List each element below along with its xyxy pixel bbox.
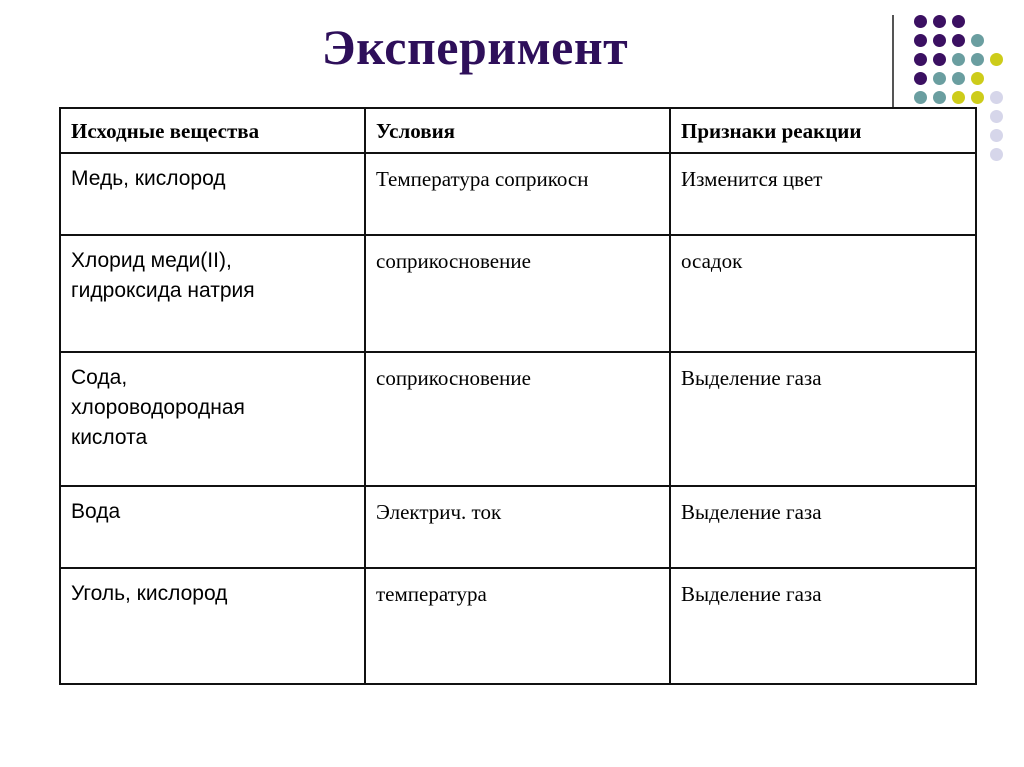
- cell-substances-text: Сода, хлороводородная кислота: [71, 366, 245, 449]
- cell-substances: Медь, кислород: [60, 153, 365, 235]
- cell-conditions: Температура соприкосн: [365, 153, 670, 235]
- decorative-dot: [933, 34, 946, 47]
- decorative-dot: [952, 72, 965, 85]
- decorative-divider-line: [892, 15, 894, 108]
- decorative-dot: [914, 34, 927, 47]
- cell-substances-text: Хлорид меди(II), гидроксида натрия: [71, 249, 255, 302]
- table-row: [60, 568, 976, 684]
- decorative-dot: [990, 53, 1003, 66]
- cell-substances: [60, 352, 365, 486]
- table-header-row: [60, 108, 976, 153]
- header-conditions: Условия: [365, 108, 670, 153]
- decorative-dot: [952, 53, 965, 66]
- decorative-dot: [952, 15, 965, 28]
- cell-signs: Выделение газа: [670, 352, 976, 486]
- decorative-dot: [933, 53, 946, 66]
- decorative-dot: [914, 15, 927, 28]
- decorative-dot: [933, 72, 946, 85]
- decorative-dot: [914, 53, 927, 66]
- cell-signs: Изменится цвет: [670, 153, 976, 235]
- decorative-dot: [971, 91, 984, 104]
- decorative-dot: [952, 91, 965, 104]
- cell-signs: осадок: [670, 235, 976, 352]
- table-row: [60, 352, 976, 486]
- table-row: [60, 153, 976, 235]
- decorative-dot: [990, 129, 1003, 142]
- decorative-dot: [971, 34, 984, 47]
- cell-substances: Уголь, кислород: [60, 568, 365, 684]
- cell-signs: Выделение газа: [670, 568, 976, 684]
- cell-conditions: Электрич. ток: [365, 486, 670, 568]
- cell-signs: Выделение газа: [670, 486, 976, 568]
- decorative-dot: [990, 91, 1003, 104]
- cell-conditions: соприкосновение: [365, 352, 670, 486]
- cell-conditions: соприкосновение: [365, 235, 670, 352]
- cell-substances: Вода: [60, 486, 365, 568]
- decorative-dot: [990, 110, 1003, 123]
- table-row: [60, 235, 976, 352]
- header-substances: Исходные вещества: [60, 108, 365, 153]
- slide-title: Эксперимент: [321, 19, 629, 75]
- table-row: [60, 486, 976, 568]
- decorative-dot: [933, 15, 946, 28]
- cell-conditions: температура: [365, 568, 670, 684]
- decorative-dot: [914, 72, 927, 85]
- cell-substances: [60, 235, 365, 352]
- decorative-dot: [933, 91, 946, 104]
- decorative-dot: [914, 91, 927, 104]
- decorative-dot: [952, 34, 965, 47]
- decorative-dot: [971, 72, 984, 85]
- decorative-dot: [971, 53, 984, 66]
- header-signs: Признаки реакции: [670, 108, 976, 153]
- experiment-table: [59, 107, 977, 685]
- decorative-dot: [990, 148, 1003, 161]
